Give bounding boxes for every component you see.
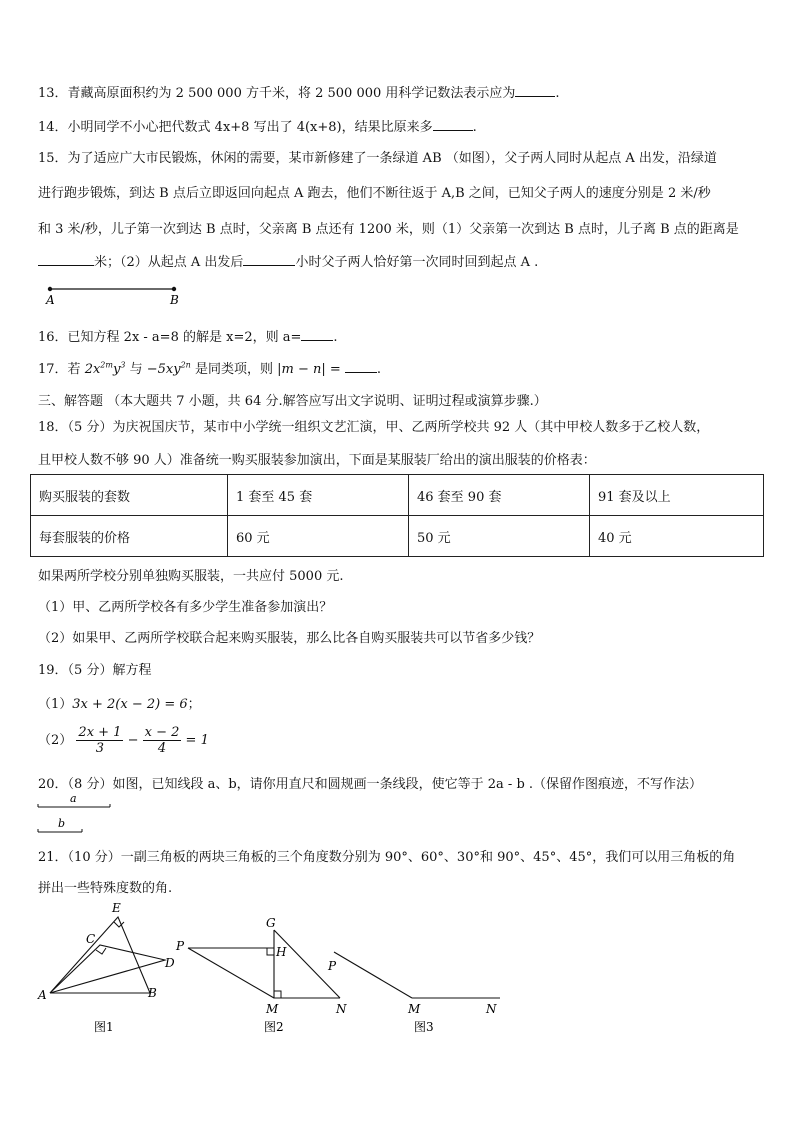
q17-end: . — [376, 362, 382, 377]
q18-sub2: （2）如果甲、乙两所学校联合起来购买服装，那么比各自购买服装共可以节省多少钱？ — [38, 631, 541, 646]
q19-title: 19．（5 分）解方程 — [38, 663, 152, 678]
table-cell: 购买服装的套数 — [31, 475, 228, 516]
q19-rhs: = 1 — [185, 733, 209, 748]
q20-segments-figure — [34, 792, 124, 838]
figure-1 — [30, 900, 190, 1035]
label-b: B — [148, 986, 157, 1000]
figure-1-caption: 图1 — [94, 1020, 114, 1034]
table-cell: 60 元 — [228, 516, 409, 557]
q19-sub1-label: （1） — [38, 697, 73, 712]
q13-answer-blank[interactable] — [515, 84, 555, 97]
table-cell: 46 套至 90 套 — [409, 475, 590, 516]
price-table — [30, 474, 764, 557]
q15-blank-1[interactable] — [38, 253, 94, 266]
q18-line1: 18．（5 分）为庆祝国庆节，某市中小学统一组织文艺汇演，甲、乙两所学校共 92 人（其中甲校人数多于乙校人数， — [38, 420, 710, 435]
q15-line4a: 米；（2）从起点 A 出发后 — [94, 255, 244, 270]
figure-3-caption: 图3 — [414, 1020, 434, 1034]
q18-sub1: （1）甲、乙两所学校各有多少学生准备参加演出？ — [38, 600, 333, 615]
q21-line2: 拼出一些特殊度数的角. — [38, 881, 173, 896]
q18-line2: 且甲校人数不够 90 人）准备统一购买服装参加演出，下面是某服装厂给出的演出服装的价格表： — [38, 453, 596, 468]
q19-sub1-end: ； — [187, 697, 201, 712]
segment-a-label: a — [70, 792, 77, 805]
question-13 — [38, 82, 560, 101]
section-3-heading: 三、解答题 （本大题共 7 小题，共 64 分.解答应写出文字说明、证明过程或演算步骤.） — [38, 394, 547, 409]
right-angle-c — [96, 948, 106, 954]
q17-term2: $-5xy^{2n}$ — [146, 360, 191, 377]
line-pm — [188, 948, 274, 998]
q16-answer-blank[interactable] — [301, 328, 333, 341]
question-14 — [38, 116, 477, 135]
q18-after-table: 如果两所学校分别单独购买服装，一共应付 5000 元. — [38, 569, 344, 584]
label-c: C — [86, 932, 96, 946]
label-a: A — [46, 293, 55, 307]
q15-segment-figure — [40, 283, 190, 307]
label-a: A — [38, 988, 47, 1002]
q19-sub1-equation: 3x + 2(x − 2) = 6 — [72, 697, 188, 712]
table-row — [31, 516, 764, 557]
q16-text: 16．已知方程 2x - a=8 的解是 x=2，则 a= — [38, 330, 302, 345]
q15-line4b: 小时父子两人恰好第一次同时回到起点 A . — [295, 255, 539, 270]
q17-abs-expr: |m − n| = — [277, 362, 341, 377]
q20-text: 20．（8 分）如图，已知线段 a、b，请你用直尺和圆规画一条线段，使它等于 2a - b .（保留作图痕迹，不写作法） — [38, 777, 703, 792]
q17-pre: 17．若 — [38, 362, 81, 377]
q21-line1: 21．（10 分）一副三角板的两块三角板的三个角度数分别为 90°、60°、30°和 90°、45°、45°，我们可以用三角板的角 — [38, 850, 736, 865]
label-h: H — [276, 945, 287, 959]
q17-answer-blank[interactable] — [345, 360, 377, 373]
point-b — [172, 287, 176, 291]
label-n: N — [486, 1002, 497, 1016]
right-angle-h — [267, 948, 274, 955]
q17-post: 是同类项，则 — [194, 362, 273, 377]
q19-sub1 — [38, 693, 201, 712]
triangle-abe — [50, 917, 150, 993]
segment-b-label: b — [58, 817, 66, 830]
label-m: M — [266, 1002, 279, 1016]
right-angle-e — [114, 922, 124, 927]
label-p: P — [328, 959, 337, 973]
table-cell: 40 元 — [590, 516, 764, 557]
ray-mp — [334, 952, 412, 998]
q19-sub2-label: （2） — [38, 733, 73, 748]
table-cell: 91 套及以上 — [590, 475, 764, 516]
table-row — [31, 475, 764, 516]
q15-line2: 进行跑步锻炼，到达 B 点后立即返回向起点 A 跑去，他们不断往返于 A,B 之间，已知父子两人的速度分别是 2 米/秒 — [38, 186, 711, 201]
q14-end: . — [472, 120, 477, 135]
q19-sub2 — [38, 725, 209, 756]
q15-line3: 和 3 米/秒，儿子第一次到达 B 点时，父亲离 B 点还有 1200 米，则（1）父亲第一次到达 B 点时，儿子离 B 点的距离是 — [38, 222, 739, 237]
table-cell: 50 元 — [409, 516, 590, 557]
label-d: D — [165, 956, 175, 970]
label-m: M — [408, 1002, 421, 1016]
label-p: P — [176, 939, 185, 953]
label-e: E — [112, 901, 121, 915]
question-17 — [38, 358, 381, 377]
label-g: G — [266, 916, 276, 930]
q17-term1: $2x^{2m}y^3$ — [84, 360, 126, 377]
figure-3 — [320, 940, 510, 1035]
table-cell: 每套服装的价格 — [31, 516, 228, 557]
q15-blank-2[interactable] — [243, 253, 295, 266]
q13-end: . — [555, 86, 560, 101]
question-16 — [38, 326, 338, 345]
table-cell: 1 套至 45 套 — [228, 475, 409, 516]
point-a — [48, 287, 52, 291]
q16-end: . — [333, 330, 338, 345]
minus-sign: − — [127, 733, 139, 748]
right-angle-m — [274, 991, 281, 998]
fraction-1: $\frac{2x + 1}{3}$ — [78, 725, 122, 756]
fraction-2: $\frac{x - 2}{4}$ — [144, 725, 180, 756]
figure-2-caption: 图2 — [264, 1020, 284, 1034]
q17-mid: 与 — [129, 362, 143, 377]
q15-line1: 15．为了适应广大市民锻炼，休闲的需要，某市新修建了一条绿道 AB （如图），父子两人同时从起点 A 出发，沿绿道 — [38, 151, 717, 166]
label-b: B — [170, 293, 179, 307]
q15-line4 — [38, 251, 538, 270]
q14-answer-blank[interactable] — [433, 118, 473, 131]
q14-text: 14．小明同学不小心把代数式 4x+8 写出了 4(x+8)，结果比原来多 — [38, 120, 433, 135]
label-n: N — [336, 1002, 347, 1016]
q13-text: 13．青藏高原面积约为 2 500 000 方千米，将 2 500 000 用科学记数法表示应为 — [38, 86, 516, 101]
